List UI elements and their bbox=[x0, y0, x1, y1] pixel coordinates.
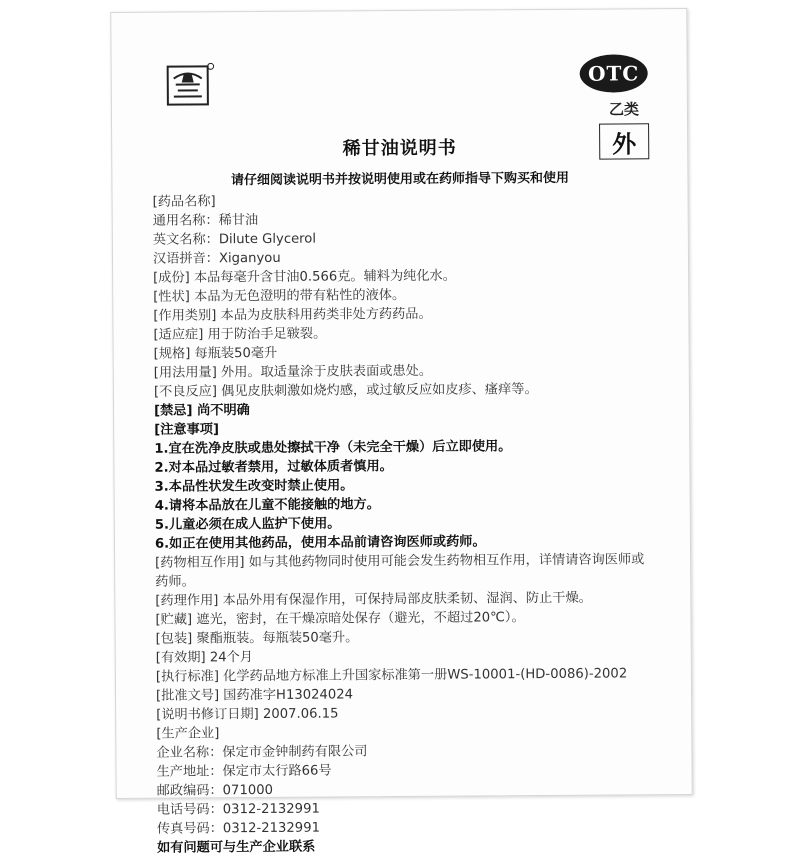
usage-dosage: [用法用量] 外用。取适量涂于皮肤表面或患处。 bbox=[153, 363, 433, 381]
instruction-leaflet bbox=[110, 8, 692, 856]
postal-code: 邮政编码：071000 bbox=[156, 782, 274, 799]
precaution-item: 5.儿童必须在成人监护下使用。 bbox=[154, 516, 341, 533]
pinyin-name: 汉语拼音：Xiganyou bbox=[152, 250, 281, 267]
precaution-item: 2.对本品过敏者禁用，过敏体质者慎用。 bbox=[154, 459, 393, 476]
storage: [贮藏] 遮光，密封，在干燥凉暗处保存（避光，不超过20℃）。 bbox=[155, 610, 525, 628]
company-name: 企业名称：保定市金钟制药有限公司 bbox=[156, 744, 368, 761]
phone-number: 电话号码：0312-2132991 bbox=[156, 801, 320, 818]
packaging: [包装] 聚酯瓶装。每瓶装50毫升。 bbox=[155, 630, 359, 647]
precaution-item: 1.宜在洗净皮肤或患处擦拭干净（未完全干燥）后立即使用。 bbox=[154, 439, 512, 457]
contraindications: [禁忌] 尚不明确 bbox=[153, 403, 250, 419]
revision-date: [说明书修订日期] 2007.06.15 bbox=[156, 706, 339, 723]
document-subtitle: 请仔细阅读说明书并按说明使用或在药师指导下购买和使用 bbox=[230, 170, 569, 189]
generic-name: 通用名称：稀甘油 bbox=[152, 212, 259, 229]
external-use-mark: 外 bbox=[599, 123, 649, 159]
properties: [性状] 本品为无色澄明的带有粘性的液体。 bbox=[153, 287, 406, 305]
precaution-item: 3.本品性状发生改变时禁止使用。 bbox=[154, 478, 354, 495]
ingredients: [成份] 本品每毫升含甘油0.566克。辅料为纯化水。 bbox=[153, 268, 456, 286]
precautions-header: [注意事项] bbox=[154, 422, 220, 438]
pharmacology: [药理作用] 本品外用有保湿作用，可保持局部皮肤柔韧、湿润、防止干燥。 bbox=[155, 590, 592, 609]
indications: [适应症] 用于防治手足皲裂。 bbox=[153, 326, 327, 343]
specification: [规格] 每瓶装50毫升 bbox=[153, 345, 278, 362]
drug-category: [作用类别] 本品为皮肤科用药类非处方药药品。 bbox=[153, 306, 432, 324]
approval-number: [批准文号] 国药准字H13024024 bbox=[155, 687, 354, 704]
contact-note: 如有问题可与生产企业联系 bbox=[157, 839, 316, 856]
precaution-item: 6.如正在使用其他药品，使用本品前请咨询医师或药师。 bbox=[154, 534, 486, 552]
manufacturer-header: [生产企业] bbox=[156, 726, 220, 742]
category-label: 乙类 bbox=[608, 100, 640, 119]
document-title: 稀甘油说明书 bbox=[342, 137, 457, 160]
leaflet-body bbox=[153, 189, 653, 857]
english-name: 英文名称：Dilute Glycerol bbox=[152, 231, 317, 248]
name-header: [药品名称] bbox=[152, 194, 216, 210]
otc-label: OTC bbox=[587, 61, 640, 86]
precaution-item: 4.请将本品放在儿童不能接触的地方。 bbox=[154, 497, 380, 514]
drug-interactions: [药物相互作用] 如与其他药物同时使用可能会发生药物相互作用，详情请咨询医师或药师。 bbox=[155, 552, 645, 590]
execution-standard: [执行标准] 化学药品地方标准上升国家标准第一册WS-10001-(HD-0086)-2002 bbox=[155, 666, 628, 685]
fax-number: 传真号码：0312-2132991 bbox=[156, 820, 321, 837]
adverse-reactions: [不良反应] 偶见皮肤刺激如烧灼感，或过敏反应如皮疹、瘙痒等。 bbox=[153, 382, 538, 400]
bell-logo-icon bbox=[164, 60, 216, 108]
company-address: 生产地址：保定市太行路66号 bbox=[156, 763, 332, 780]
validity: [有效期] 24个月 bbox=[155, 650, 254, 666]
